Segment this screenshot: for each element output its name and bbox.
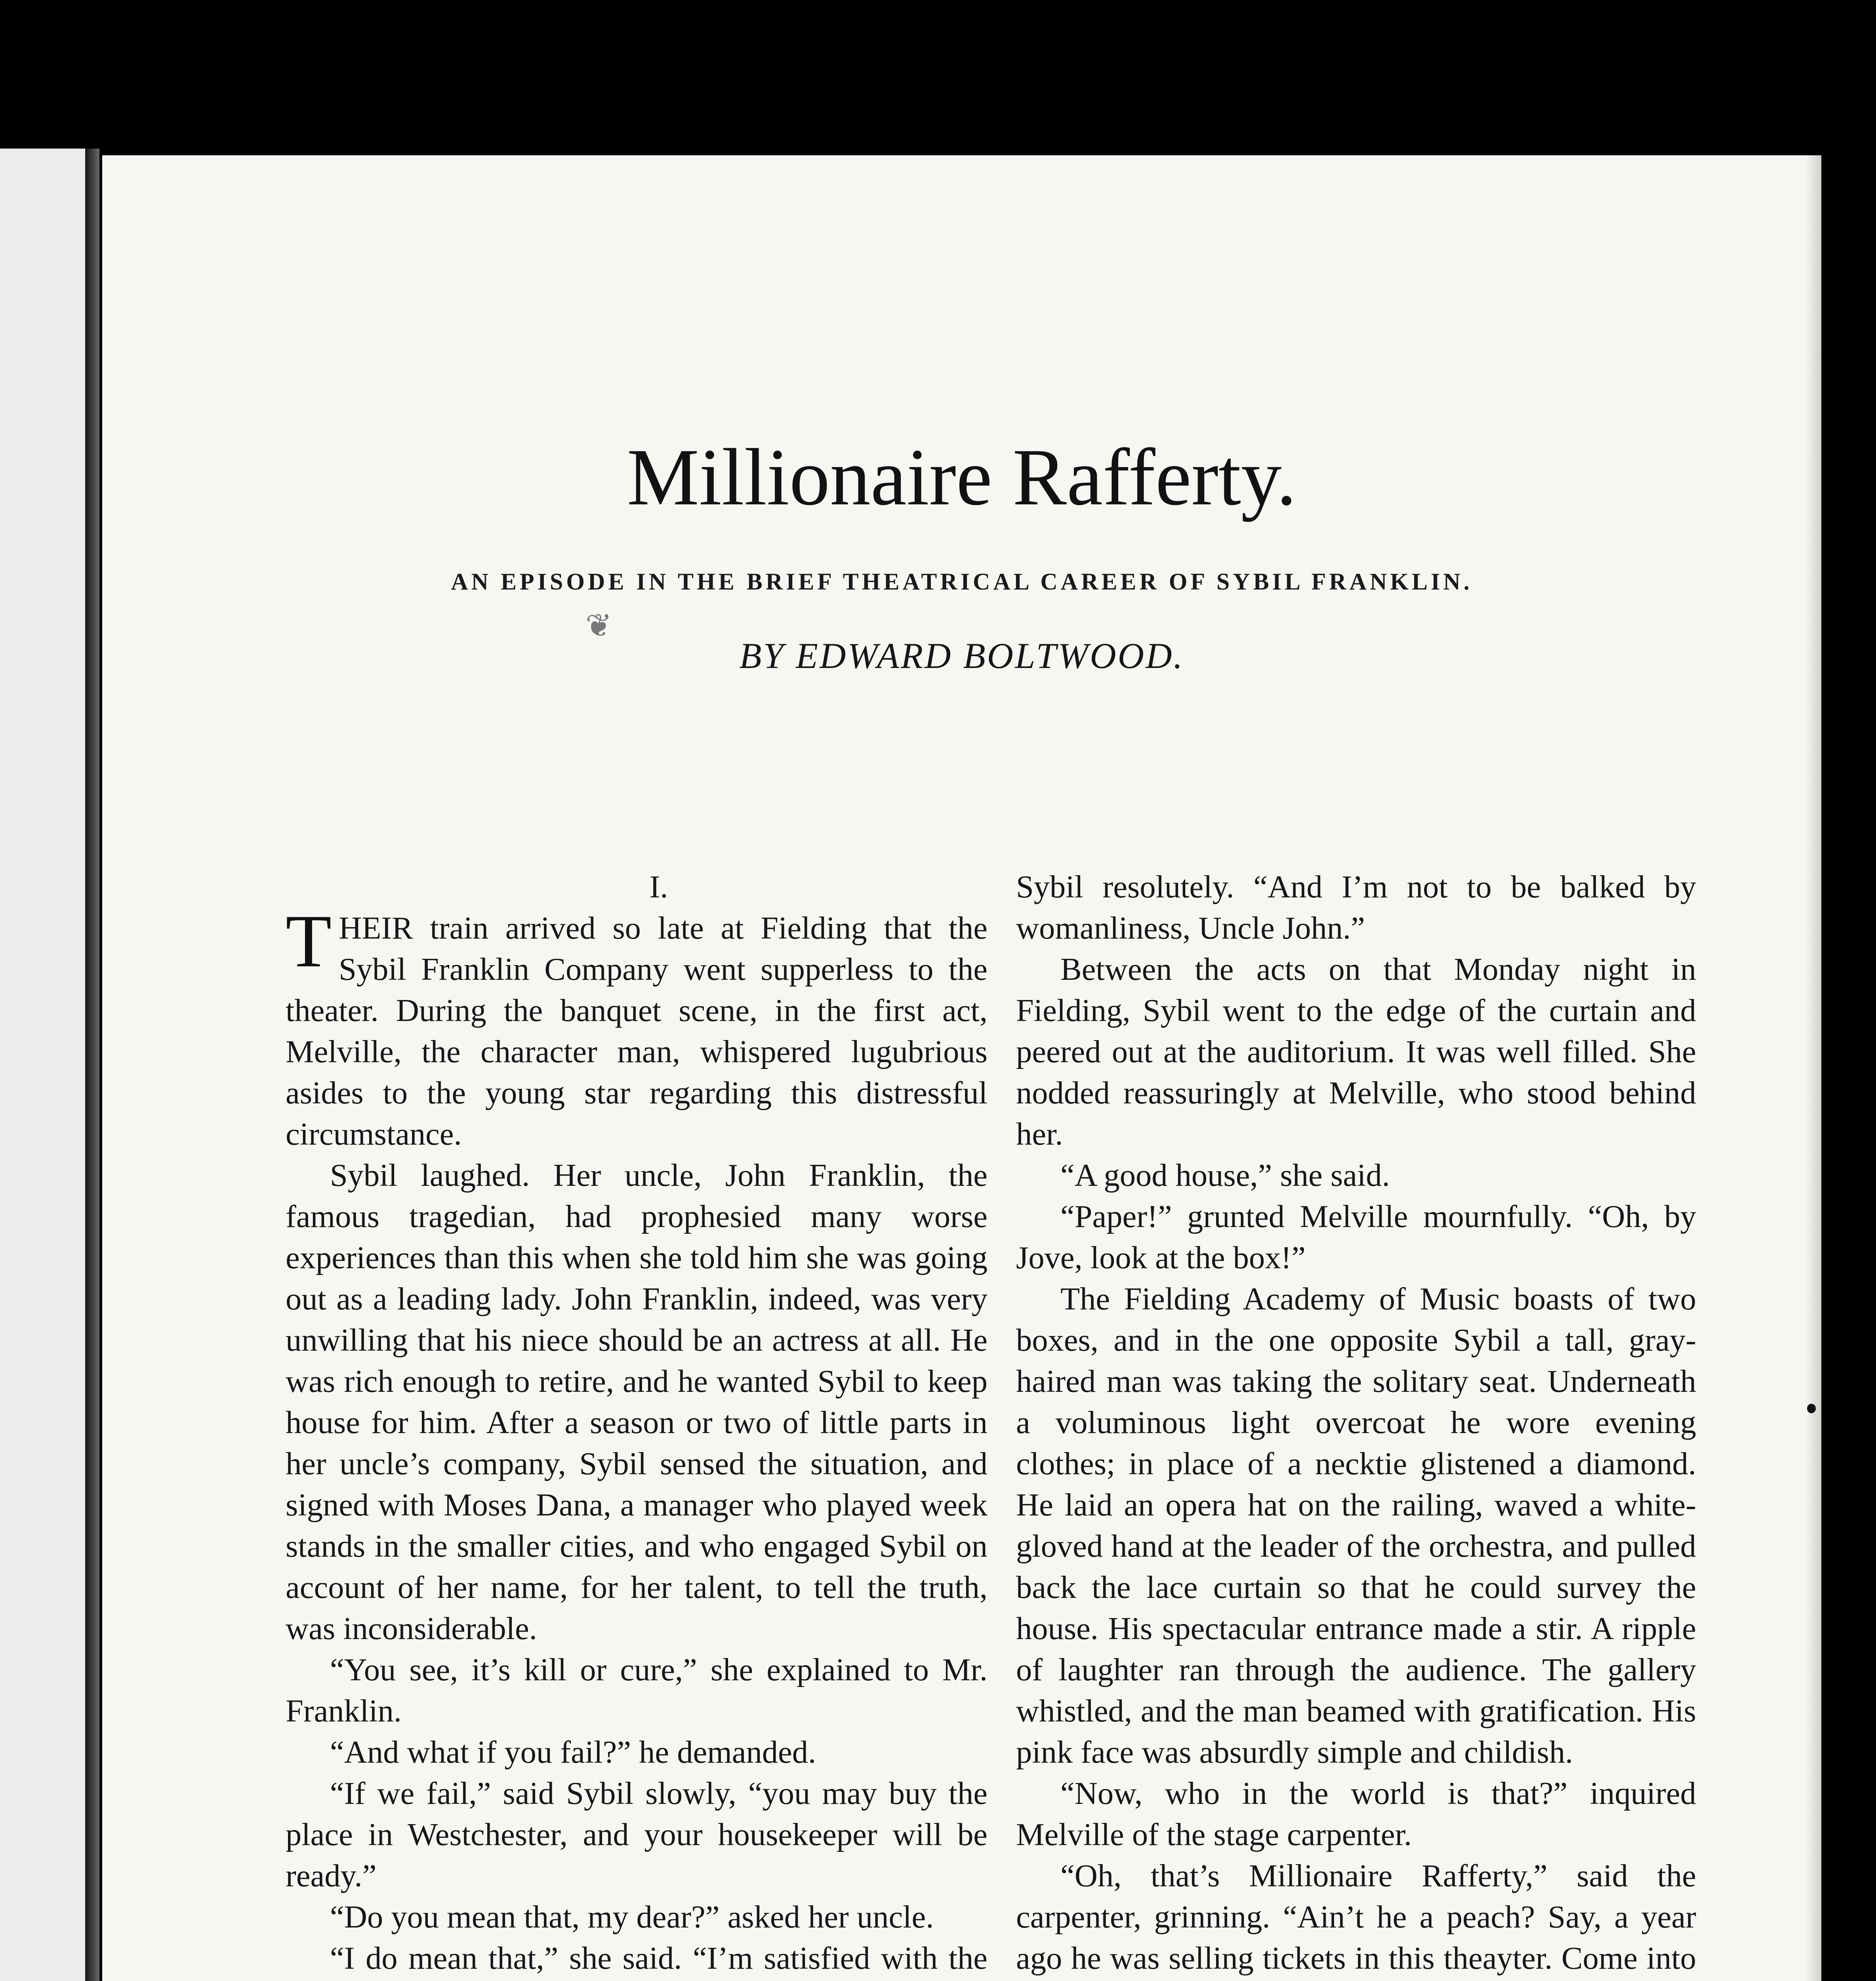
paragraph: “And what if you fail?” he demanded. <box>330 1735 816 1770</box>
paragraph: “If we fail,” said Sybil slowly, “you may buy the place in Westchester, and your housekeeper will be ready.” <box>286 1776 988 1893</box>
paragraph: “You see, it’s kill or cure,” she explained to Mr. Franklin. <box>286 1652 988 1729</box>
paragraph: “Now, who in the world is that?” inquired Melville of the stage carpenter. <box>1016 1776 1696 1852</box>
section-numeral: I. <box>649 869 668 905</box>
paragraph: “Paper!” grunted Melville mournfully. “Oh, by Jove, look at the box!” <box>1016 1199 1696 1275</box>
magazine-page <box>102 155 1821 1981</box>
paragraph-text: HEIR train arrived so late at Fielding that the Sybil Franklin Company went supperless to the theater. During the banquet scene, in the first act, Melville, the character man, whispered lugubrious asides to the young star regarding this distressful circumstance. <box>286 910 988 1152</box>
ornament-icon: ❦ <box>585 607 612 644</box>
paragraph: “Do you mean that, my dear?” asked her uncle. <box>330 1899 934 1935</box>
paragraph: “I do mean that,” she said. “I’m satisfied with the <box>330 1941 988 1976</box>
previous-page-edge <box>0 149 88 1981</box>
page-edge-shadow <box>1805 155 1821 1981</box>
margin-mark <box>1807 1404 1816 1413</box>
left-column <box>286 866 988 1981</box>
paragraph: Sybil resolutely. “And I’m not to be balked by womanliness, Uncle John.” <box>1016 869 1696 946</box>
paragraph <box>286 900 988 1155</box>
book-spine <box>88 149 99 1981</box>
article-subtitle: AN EPISODE IN THE BRIEF THEATRICAL CAREER OF SYBIL FRANKLIN. <box>451 569 1473 595</box>
article-byline: BY EDWARD BOLTWOOD. <box>739 636 1184 676</box>
paragraph: The Fielding Academy of Music boasts of two boxes, and in the one opposite Sybil a tall, gray-haired man was taking the solitary seat. Underneath a voluminous light overcoat he wore evening clothes; in place of a necktie glistened a diamond. He laid an opera hat on the railing, waved a white-gloved hand at the leader of the orchestra, and pulled back the lace curtain so that he could survey the house. His spectacular entrance made a stir. A ripple of laughter ran through the audience. The gallery whistled, and the man beamed with gratification. His pink face was absurdly simple and childish. <box>1016 1281 1696 1770</box>
paragraph: Between the acts on that Monday night in Fielding, Sybil went to the edge of the curtain and peered out at the auditorium. It was well filled. She nodded reassuringly at Melville, who stood behind her. <box>1016 952 1696 1152</box>
paragraph: Sybil laughed. Her uncle, John Franklin, the famous tragedian, had prophesied many worse experiences than this when she told him she was going out as a leading lady. John Franklin, indeed, was very unwilling that his niece should be an actress at all. He was rich enough to retire, and he wanted Sybil to keep house for him. After a season or two of little parts in her uncle’s company, Sybil sensed the situation, and signed with Moses Dana, a manager who played week stands in the smaller cities, and who engaged Sybil on account of her name, for her talent, to tell the truth, was inconsiderable. <box>286 1158 988 1646</box>
article-title: Millionaire Rafferty. <box>627 432 1297 522</box>
drop-cap: T <box>286 900 332 983</box>
paragraph: “Oh, that’s Millionaire Rafferty,” said the carpenter, grinning. “Ain’t he a peach? Say, a year ago he was selling tickets in this theayter. Come into <box>1016 1858 1696 1976</box>
paragraph: “A good house,” she said. <box>1060 1158 1390 1193</box>
right-column <box>1016 866 1696 1981</box>
